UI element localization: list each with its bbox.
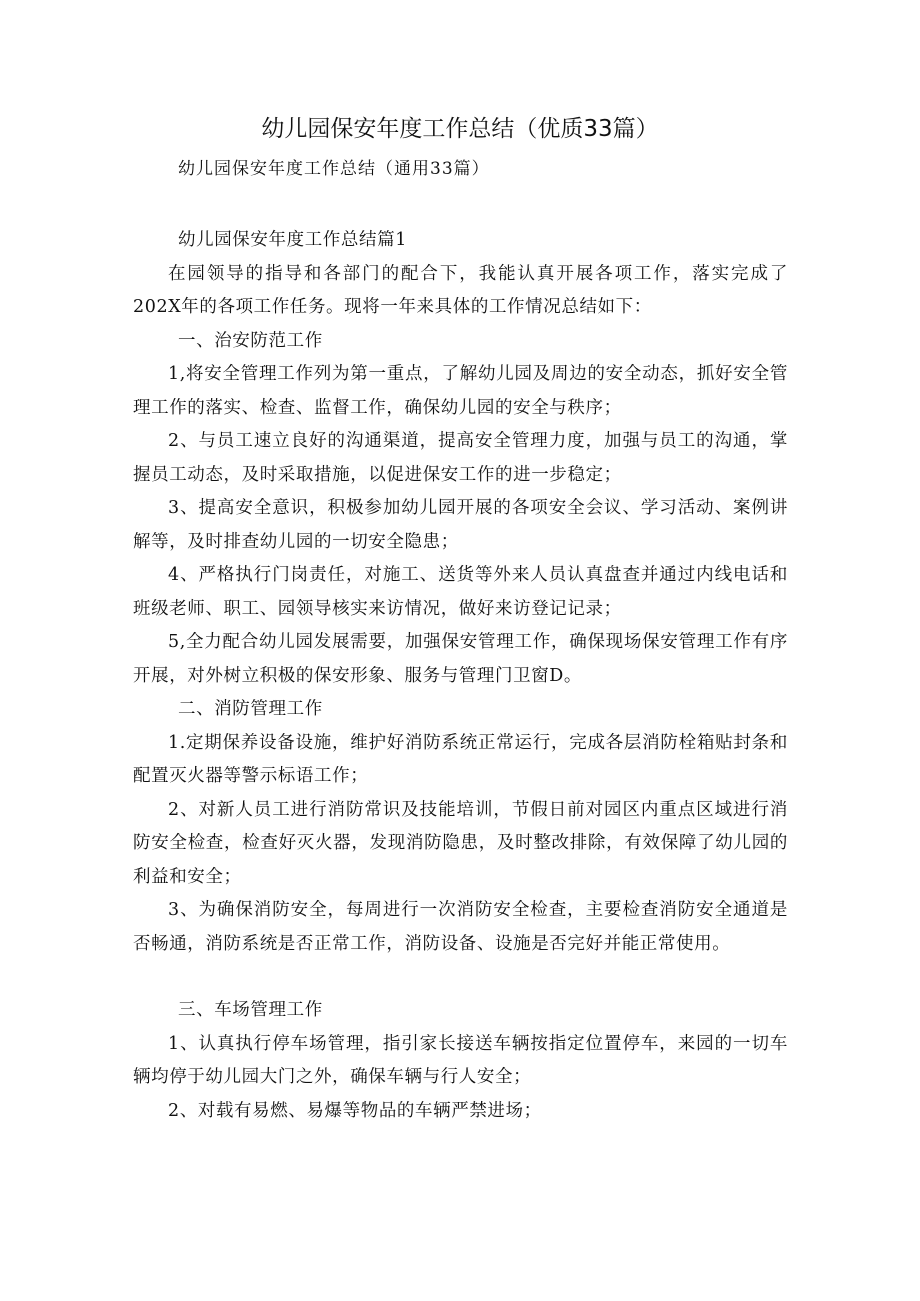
part1-item: 2、与员工速立良好的沟通渠道，提高安全管理力度，加强与员工的沟通，掌握员工动态，及时采取措施，以促进保安工作的进一步稳定； — [133, 431, 788, 485]
document-subtitle: 幼儿园保安年度工作总结（通用33篇） — [178, 159, 490, 179]
part3-item: 2、对载有易燃、易爆等物品的车辆严禁进场； — [168, 1100, 542, 1121]
part2-heading: 二、消防管理工作 — [178, 699, 323, 719]
part1-item: 5,全力配合幼儿园发展需要，加强保安管理工作，确保现场保安管理工作有序开展，对外树立积极的保安形象、服务与管理门卫窗D。 — [133, 632, 788, 686]
part2-item: 1.定期保养设备设施，维护好消防系统正常运行，完成各层消防栓箱贴封条和配置灭火器等警示标语工作； — [133, 732, 788, 786]
section-title: 幼儿园保安年度工作总结篇1 — [178, 230, 407, 250]
document-body — [133, 224, 788, 1128]
part1-item: 4、严格执行门岗责任，对施工、送货等外来人员认真盘查并通过内线电话和班级老师、职工、园领导核实来访情况，做好来访登记记录； — [133, 565, 788, 619]
part1-item: 3、提高安全意识，积极参加幼儿园开展的各项安全会议、学习活动、案例讲解等，及时排查幼儿园的一切安全隐患； — [133, 498, 788, 552]
part3-heading: 三、车场管理工作 — [178, 1000, 323, 1020]
part1-item: 1,将安全管理工作列为第一重点，了解幼儿园及周边的安全动态，抓好安全管理工作的落实、检查、监督工作，确保幼儿园的安全与秩序； — [133, 364, 788, 418]
part2-item: 3、为确保消防安全，每周进行一次消防安全检查，主要检查消防安全通道是否畅通，消防系统是否正常工作，消防设备、设施是否完好并能正常使用。 — [133, 900, 788, 954]
intro-paragraph: 在园领导的指导和各部门的配合下，我能认真开展各项工作，落实完成了202X年的各项工作任务。现将一年来具体的工作情况总结如下： — [133, 263, 788, 317]
part1-heading: 一、治安防范工作 — [178, 330, 323, 351]
part3-item: 1、认真执行停车场管理，指引家长接送车辆按指定位置停车，来园的一切车辆均停于幼儿园大门之外，确保车辆与行人安全； — [133, 1033, 788, 1087]
document-title: 幼儿园保安年度工作总结（优质33篇） — [261, 116, 659, 142]
part2-item: 2、对新人员工进行消防常识及技能培训，节假日前对园区内重点区域进行消防安全检查，检查好灭火器，发现消防隐患，及时整改排除，有效保障了幼儿园的利益和安全； — [133, 799, 788, 887]
